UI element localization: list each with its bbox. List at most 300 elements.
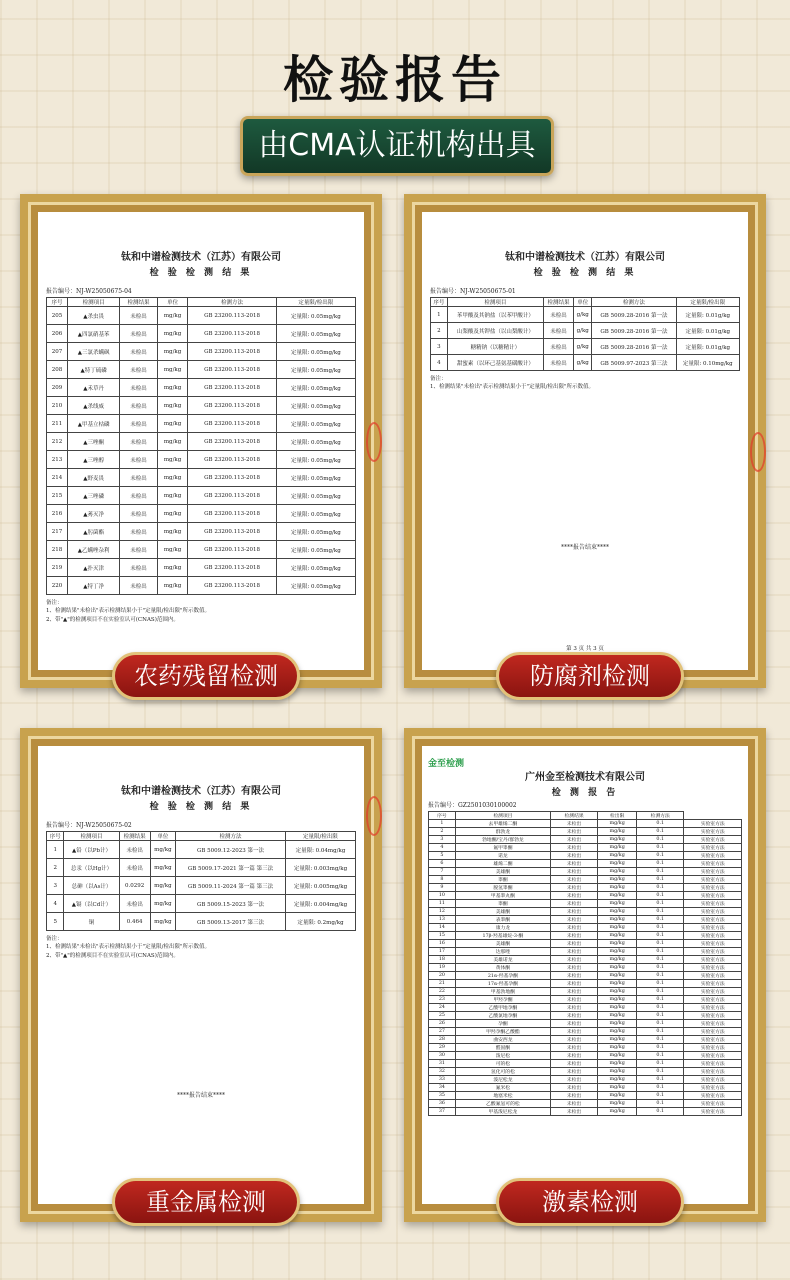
results-table	[46, 297, 356, 595]
table-cell: mg/kg	[150, 859, 175, 877]
table-cell: 雄烯二酮	[455, 860, 550, 868]
table-row	[429, 884, 742, 892]
table-cell: 勃地酮/宝丹/群勃龙	[455, 836, 550, 844]
table-cell: mg/kg	[598, 884, 637, 892]
table-row	[429, 1044, 742, 1052]
table-cell: 未检出	[550, 916, 597, 924]
column-header: 检测项目	[447, 298, 543, 307]
table-cell: 甲基睾丸酮	[455, 892, 550, 900]
table-cell: 34	[429, 1084, 456, 1092]
table-cell: 0.1	[637, 1036, 684, 1044]
table-cell: mg/kg	[157, 343, 188, 361]
table-cell: 0.1	[637, 884, 684, 892]
table-cell: 未检出	[120, 307, 158, 325]
table-row	[431, 323, 740, 339]
table-cell: GB 5009.17-2021 第一篇 第三法	[176, 859, 286, 877]
table-cell: mg/kg	[598, 1044, 637, 1052]
table-cell: mg/kg	[157, 307, 188, 325]
table-cell: mg/kg	[598, 1060, 637, 1068]
table-cell: 定量限: 0.01g/kg	[676, 323, 739, 339]
table-cell: 醛固酮	[455, 1044, 550, 1052]
table-cell: 5	[47, 913, 64, 931]
table-cell: 未检出	[550, 964, 597, 972]
notes	[430, 375, 740, 392]
table-cell: 实验室方法	[684, 1012, 742, 1020]
table-cell: 22	[429, 988, 456, 996]
table-cell: mg/kg	[598, 1100, 637, 1108]
table-cell: 21	[429, 980, 456, 988]
table-cell: 定量限: 0.05mg/kg	[276, 487, 355, 505]
table-cell: 实验室方法	[684, 916, 742, 924]
table-cell: 0.1	[637, 956, 684, 964]
table-cell: GB 23200.113-2018	[188, 361, 276, 379]
note-line: 备注：	[46, 936, 63, 942]
table-cell: mg/kg	[598, 956, 637, 964]
column-header: 定量限/检出限	[285, 832, 355, 841]
table-row	[429, 1092, 742, 1100]
table-cell: GB 23200.113-2018	[188, 343, 276, 361]
table-cell: mg/kg	[157, 505, 188, 523]
table-cell: mg/kg	[150, 895, 175, 913]
table-cell: mg/kg	[598, 844, 637, 852]
table-cell: 实验室方法	[684, 828, 742, 836]
table-cell: 0.1	[637, 1012, 684, 1020]
table-cell: GB 23200.113-2018	[188, 541, 276, 559]
table-cell: GB 5009.12-2023 第一法	[176, 841, 286, 859]
table-cell: ▲特丁净	[68, 577, 120, 595]
table-cell: mg/kg	[598, 1004, 637, 1012]
table-cell: 未检出	[120, 523, 158, 541]
table-cell: GB 23200.113-2018	[188, 379, 276, 397]
table-row	[429, 940, 742, 948]
table-row	[429, 996, 742, 1004]
table-cell: 未检出	[550, 900, 597, 908]
org-name: 钛和中谱检测技术（江苏）有限公司	[505, 252, 665, 263]
column-header: 检测项目	[455, 812, 550, 820]
table-cell: mg/kg	[598, 932, 637, 940]
table-cell: 未检出	[550, 1060, 597, 1068]
table-cell: 未检出	[550, 852, 597, 860]
note-line: 1、检测结果"未检出"表示检测结果小于"定量限/检出限"所示数值。	[46, 944, 210, 951]
note-line: 1、检测结果"未检出"表示检测结果小于"定量限/检出限"所示数值。	[430, 384, 594, 391]
table-cell: 32	[429, 1068, 456, 1076]
table-cell: 定量限: 0.01g/kg	[676, 339, 739, 355]
page-title: 检验报告	[283, 51, 507, 109]
column-header: 检测结果	[543, 298, 573, 307]
table-cell: 未检出	[120, 361, 158, 379]
table-cell: 0.0292	[119, 877, 150, 895]
table-cell: 甲基泼尼松龙	[455, 1108, 550, 1116]
table-row	[429, 1020, 742, 1028]
table-cell: 未检出	[550, 980, 597, 988]
table-cell: 实验室方法	[684, 860, 742, 868]
table-cell: 29	[429, 1044, 456, 1052]
cma-banner: 由CMA认证机构出具	[240, 116, 554, 176]
report-doc	[46, 222, 356, 662]
table-cell: mg/kg	[150, 877, 175, 895]
table-cell: 26	[429, 1020, 456, 1028]
table-cell: 213	[47, 451, 68, 469]
table-cell: 1	[47, 841, 64, 859]
table-cell: 乙酸氯地孕酮	[455, 1012, 550, 1020]
table-cell: 未检出	[550, 868, 597, 876]
table-row	[429, 980, 742, 988]
table-cell: 未检出	[550, 924, 597, 932]
table-row	[429, 1012, 742, 1020]
table-cell: mg/kg	[150, 841, 175, 859]
table-cell: 0.1	[637, 1108, 684, 1116]
table-cell: 铜	[64, 913, 119, 931]
table-cell: 未检出	[120, 397, 158, 415]
table-cell: 定量限: 0.05mg/kg	[276, 379, 355, 397]
table-cell: 未检出	[120, 451, 158, 469]
table-cell: 8	[429, 876, 456, 884]
table-cell: 未检出	[550, 1036, 597, 1044]
table-row	[429, 900, 742, 908]
table-cell: 216	[47, 505, 68, 523]
label-heavymetal: 重金属检测	[112, 1178, 300, 1226]
table-cell: mg/kg	[598, 836, 637, 844]
column-header: 定量限/检出限	[276, 298, 355, 307]
table-cell: 4	[47, 895, 64, 913]
table-row	[47, 913, 356, 931]
table-cell: 泼尼松	[455, 1052, 550, 1060]
table-cell: 甲基勃地酮	[455, 988, 550, 996]
table-cell: GB 5009.28-2016 第一法	[592, 323, 676, 339]
results-table	[428, 811, 742, 1116]
table-cell: 甲羟孕酮乙酸酯	[455, 1028, 550, 1036]
column-header: 单位	[574, 298, 592, 307]
table-row	[429, 988, 742, 996]
table-cell: 0.1	[637, 836, 684, 844]
table-cell: 3	[429, 836, 456, 844]
table-cell: 212	[47, 433, 68, 451]
table-cell: 乙酸甲地孕酮	[455, 1004, 550, 1012]
column-header: 检测结果	[120, 298, 158, 307]
label-hormone: 激素检测	[496, 1178, 684, 1226]
table-row	[429, 1060, 742, 1068]
table-cell: 山梨酸及其钾盐（以山梨酸计）	[447, 323, 543, 339]
table-cell: 氢化可的松	[455, 1068, 550, 1076]
table-cell: 10	[429, 892, 456, 900]
table-row	[47, 523, 356, 541]
table-row	[429, 972, 742, 980]
table-cell: 17	[429, 948, 456, 956]
table-cell: 康力龙	[455, 924, 550, 932]
table-cell: 未检出	[543, 339, 573, 355]
table-cell: 0.1	[637, 844, 684, 852]
table-cell: mg/kg	[598, 1020, 637, 1028]
note-line: 备注：	[46, 600, 63, 606]
notes	[46, 599, 356, 624]
table-row	[431, 307, 740, 323]
table-cell: 总砷（以As计）	[64, 877, 119, 895]
table-cell: mg/kg	[598, 1028, 637, 1036]
table-cell: mg/kg	[157, 325, 188, 343]
table-cell: mg/kg	[598, 1092, 637, 1100]
table-cell: 定量限: 0.05mg/kg	[276, 541, 355, 559]
report-number: 报告编号：NJ-W25050675-01	[430, 288, 516, 295]
table-cell: GB 23200.113-2018	[188, 451, 276, 469]
table-row	[429, 948, 742, 956]
report-end: ****报告结束****	[560, 543, 609, 551]
table-cell: 美雄酮	[455, 868, 550, 876]
table-cell: 未检出	[550, 1028, 597, 1036]
table-cell: mg/kg	[598, 852, 637, 860]
table-cell: g/kg	[574, 307, 592, 323]
table-cell: GB 23200.113-2018	[188, 469, 276, 487]
report-heading: 检 验 检 测 结 果	[149, 802, 253, 812]
table-cell: ▲禾草丹	[68, 379, 120, 397]
table-cell: 未检出	[550, 1052, 597, 1060]
table-cell: 23	[429, 996, 456, 1004]
table-row	[429, 1036, 742, 1044]
table-cell: 6	[429, 860, 456, 868]
table-cell: g/kg	[574, 339, 592, 355]
table-cell: 氟米松	[455, 1084, 550, 1092]
table-row	[429, 876, 742, 884]
table-cell: 4	[429, 844, 456, 852]
table-cell: 0.1	[637, 876, 684, 884]
results-table	[430, 297, 740, 371]
table-cell: 215	[47, 487, 68, 505]
table-cell: mg/kg	[598, 940, 637, 948]
table-cell: 泼尼松龙	[455, 1076, 550, 1084]
table-cell: 实验室方法	[684, 1076, 742, 1084]
table-cell: GB 5009.15-2023 第一法	[176, 895, 286, 913]
table-row	[47, 451, 356, 469]
table-cell: 206	[47, 325, 68, 343]
table-cell: mg/kg	[157, 433, 188, 451]
table-cell: ▲莠灭净	[68, 505, 120, 523]
table-cell: 未检出	[550, 1044, 597, 1052]
column-header: 检测方法	[176, 832, 286, 841]
table-cell: 未检出	[120, 415, 158, 433]
table-cell: ▲三氯杀螨砜	[68, 343, 120, 361]
table-cell: 未检出	[550, 844, 597, 852]
table-cell: 25	[429, 1012, 456, 1020]
table-cell: mg/kg	[157, 469, 188, 487]
table-cell: 3	[47, 877, 64, 895]
column-header: 检出限	[598, 812, 637, 820]
table-cell: 诺龙	[455, 852, 550, 860]
table-row	[47, 379, 356, 397]
table-cell: 0.464	[119, 913, 150, 931]
table-cell: 实验室方法	[684, 1060, 742, 1068]
table-cell: 睾酮	[455, 876, 550, 884]
table-cell: 实验室方法	[684, 956, 742, 964]
table-cell: mg/kg	[598, 996, 637, 1004]
table-row	[429, 1068, 742, 1076]
table-cell: 17α-羟基孕酮	[455, 980, 550, 988]
table-cell: 脱氢睾酮	[455, 884, 550, 892]
table-cell: 208	[47, 361, 68, 379]
company-logo: 金至检测	[428, 759, 465, 769]
table-cell: 15	[429, 932, 456, 940]
table-cell: 定量限: 0.05mg/kg	[276, 451, 355, 469]
table-cell: mg/kg	[598, 980, 637, 988]
table-cell: 未检出	[543, 355, 573, 371]
table-cell: 30	[429, 1052, 456, 1060]
table-cell: ▲杀虫畏	[68, 307, 120, 325]
table-cell: 曲安西龙	[455, 1036, 550, 1044]
table-row	[429, 836, 742, 844]
table-cell: 未检出	[550, 892, 597, 900]
table-cell: 实验室方法	[684, 1052, 742, 1060]
report-heading: 检 验 检 测 结 果	[533, 268, 637, 278]
table-cell: 0.1	[637, 860, 684, 868]
table-cell: 地塞米松	[455, 1092, 550, 1100]
table-cell: 0.1	[637, 852, 684, 860]
table-cell: 0.1	[637, 1068, 684, 1076]
table-cell: GB 5009.28-2016 第一法	[592, 307, 676, 323]
table-cell: 实验室方法	[684, 1004, 742, 1012]
table-cell: 7	[429, 868, 456, 876]
table-cell: 0.1	[637, 964, 684, 972]
table-cell: 未检出	[120, 577, 158, 595]
table-cell: ▲镉（以Cd计）	[64, 895, 119, 913]
table-cell: mg/kg	[157, 415, 188, 433]
table-cell: 黄体酮	[455, 964, 550, 972]
table-cell: mg/kg	[157, 451, 188, 469]
table-cell: 苯甲酸及其钠盐（以苯甲酸计）	[447, 307, 543, 323]
table-row	[47, 577, 356, 595]
table-row	[47, 307, 356, 325]
table-cell: ▲三唑酮	[68, 433, 120, 451]
table-cell: 0.1	[637, 892, 684, 900]
table-cell: 定量限: 0.05mg/kg	[276, 361, 355, 379]
table-cell: 0.1	[637, 1060, 684, 1068]
table-row	[429, 916, 742, 924]
table-cell: 实验室方法	[684, 852, 742, 860]
table-cell: 睾酮	[455, 900, 550, 908]
table-cell: mg/kg	[598, 876, 637, 884]
table-cell: 定量限: 0.05mg/kg	[276, 469, 355, 487]
table-cell: 定量限: 0.01g/kg	[676, 307, 739, 323]
table-cell: 未检出	[550, 972, 597, 980]
table-cell: 未检出	[120, 559, 158, 577]
table-cell: 糖精钠（以糖精计）	[447, 339, 543, 355]
table-row	[47, 541, 356, 559]
org-name: 广州金至检测技术有限公司	[525, 772, 645, 783]
table-cell: 实验室方法	[684, 940, 742, 948]
table-cell: 实验室方法	[684, 932, 742, 940]
table-cell: g/kg	[574, 323, 592, 339]
table-cell: 实验室方法	[684, 908, 742, 916]
table-cell: 未检出	[550, 1004, 597, 1012]
table-cell: 24	[429, 1004, 456, 1012]
table-cell: 未检出	[120, 325, 158, 343]
table-cell: 实验室方法	[684, 1092, 742, 1100]
report-number: 报告编号：GZ2501030100002	[428, 802, 517, 809]
table-cell: 实验室方法	[684, 964, 742, 972]
table-row	[429, 964, 742, 972]
table-cell: 0.1	[637, 1076, 684, 1084]
table-cell: 定量限: 0.2mg/kg	[285, 913, 355, 931]
table-cell: 未检出	[120, 505, 158, 523]
table-cell: 33	[429, 1076, 456, 1084]
report-number: 报告编号：NJ-W25050675-04	[46, 288, 132, 295]
table-cell: 219	[47, 559, 68, 577]
table-cell: 实验室方法	[684, 1100, 742, 1108]
table-cell: 未检出	[550, 1108, 597, 1116]
table-cell: ▲乙螨唑杂利	[68, 541, 120, 559]
table-cell: 31	[429, 1060, 456, 1068]
table-cell: 可的松	[455, 1060, 550, 1068]
table-cell: 16	[429, 940, 456, 948]
table-cell: 未检出	[550, 828, 597, 836]
table-cell: 0.1	[637, 1028, 684, 1036]
table-cell: 未检出	[550, 1092, 597, 1100]
table-cell: 0.1	[637, 1020, 684, 1028]
table-cell: 未检出	[550, 876, 597, 884]
table-cell: mg/kg	[157, 397, 188, 415]
table-cell: ▲四氯硝基苯	[68, 325, 120, 343]
table-cell: 未检出	[550, 932, 597, 940]
table-cell: ▲野麦畏	[68, 469, 120, 487]
table-cell: 20	[429, 972, 456, 980]
table-cell: mg/kg	[157, 487, 188, 505]
notes	[46, 935, 356, 960]
table-cell: GB 23200.113-2018	[188, 523, 276, 541]
table-cell: GB 23200.113-2018	[188, 505, 276, 523]
table-cell: 未检出	[543, 307, 573, 323]
table-cell: 实验室方法	[684, 836, 742, 844]
table-cell: 定量限: 0.004mg/kg	[285, 895, 355, 913]
column-header: 单位	[150, 832, 175, 841]
table-cell: 9	[429, 884, 456, 892]
column-header: 定量限/检出限	[676, 298, 739, 307]
table-cell: 实验室方法	[684, 892, 742, 900]
table-cell: 达那唑	[455, 948, 550, 956]
table-cell: 36	[429, 1100, 456, 1108]
table-cell: 未检出	[550, 1020, 597, 1028]
table-row	[47, 877, 356, 895]
table-cell: 0.1	[637, 924, 684, 932]
table-cell: 实验室方法	[684, 1036, 742, 1044]
table-cell: mg/kg	[598, 828, 637, 836]
table-cell: 美雄酮	[455, 940, 550, 948]
table-row	[429, 908, 742, 916]
table-row	[47, 841, 356, 859]
table-row	[47, 397, 356, 415]
table-cell: mg/kg	[598, 1068, 637, 1076]
table-row	[429, 828, 742, 836]
table-cell: 217	[47, 523, 68, 541]
table-row	[47, 343, 356, 361]
table-cell: 12	[429, 908, 456, 916]
table-row	[47, 325, 356, 343]
table-cell: ▲铅（以Pb计）	[64, 841, 119, 859]
table-cell: mg/kg	[157, 541, 188, 559]
org-name: 钛和中谱检测技术（江苏）有限公司	[121, 252, 281, 263]
column-header: 序号	[429, 812, 456, 820]
table-cell: 定量限: 0.005mg/kg	[285, 877, 355, 895]
report-frame-preservative	[404, 194, 766, 688]
table-cell: GB 5009.28-2016 第一法	[592, 339, 676, 355]
table-cell: mg/kg	[598, 988, 637, 996]
table-cell: 实验室方法	[684, 1084, 742, 1092]
table-cell: mg/kg	[598, 860, 637, 868]
table-cell: 美雄诺龙	[455, 956, 550, 964]
table-cell: 0.1	[637, 908, 684, 916]
note-line: 1、检测结果"未检出"表示检测结果小于"定量限/检出限"所示数值。	[46, 608, 210, 615]
table-cell: 2	[431, 323, 448, 339]
table-cell: 2	[429, 828, 456, 836]
table-row	[429, 860, 742, 868]
table-row	[429, 1084, 742, 1092]
table-cell: mg/kg	[598, 948, 637, 956]
